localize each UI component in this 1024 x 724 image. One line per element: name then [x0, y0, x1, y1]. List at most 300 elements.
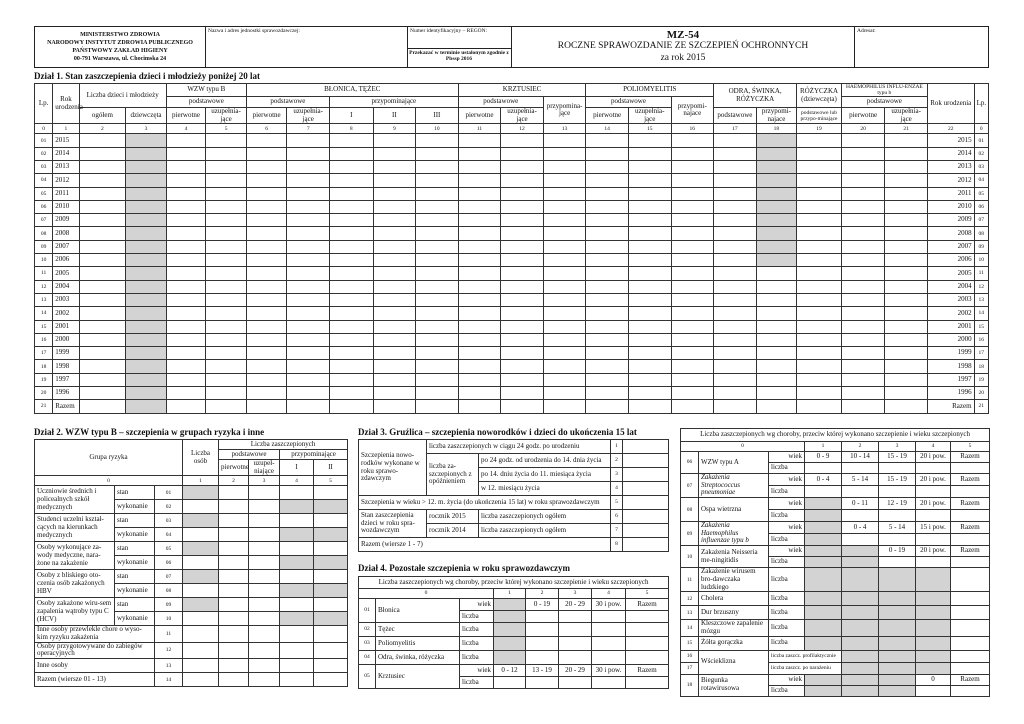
value-cell[interactable] — [287, 400, 330, 413]
value-cell[interactable] — [756, 293, 797, 306]
value-cell[interactable] — [416, 134, 459, 147]
value-cell[interactable] — [458, 160, 501, 173]
value-cell[interactable] — [842, 662, 879, 674]
value-cell[interactable] — [246, 147, 287, 160]
value-cell[interactable] — [458, 267, 501, 280]
value-cell[interactable] — [797, 347, 842, 360]
value-cell[interactable] — [501, 200, 544, 213]
value-cell[interactable] — [206, 200, 247, 213]
value-cell[interactable] — [951, 557, 990, 568]
value-cell[interactable] — [416, 174, 459, 187]
value-cell[interactable] — [183, 514, 219, 528]
value-cell[interactable] — [586, 333, 629, 346]
value-cell[interactable] — [206, 387, 247, 400]
value-cell[interactable] — [416, 373, 459, 386]
value-cell[interactable] — [586, 293, 629, 306]
value-cell[interactable] — [246, 174, 287, 187]
value-cell[interactable] — [885, 373, 928, 386]
value-cell[interactable] — [501, 307, 544, 320]
value-cell[interactable] — [756, 387, 797, 400]
value-cell[interactable] — [628, 174, 671, 187]
value-cell[interactable] — [526, 651, 559, 665]
value-cell[interactable] — [249, 500, 280, 514]
value-cell[interactable] — [543, 373, 586, 386]
value-cell[interactable] — [671, 134, 714, 147]
value-cell[interactable] — [543, 174, 586, 187]
value-cell[interactable] — [879, 592, 916, 606]
value-cell[interactable] — [501, 387, 544, 400]
value-cell[interactable] — [797, 227, 842, 240]
value-cell[interactable] — [879, 650, 916, 662]
value-cell[interactable] — [714, 147, 757, 160]
value-cell[interactable] — [805, 568, 842, 592]
value-cell[interactable] — [885, 360, 928, 373]
value-cell[interactable] — [501, 187, 544, 200]
value-cell[interactable] — [206, 373, 247, 386]
value-cell[interactable] — [314, 642, 348, 658]
value-cell[interactable] — [126, 293, 167, 306]
value-cell[interactable] — [841, 174, 885, 187]
value-cell[interactable] — [249, 542, 280, 556]
value-cell[interactable] — [756, 333, 797, 346]
value-cell[interactable] — [287, 333, 330, 346]
value-cell[interactable] — [628, 293, 671, 306]
value-cell[interactable] — [79, 400, 126, 413]
value-cell[interactable] — [501, 214, 544, 227]
value-cell[interactable] — [287, 214, 330, 227]
value-cell[interactable] — [671, 174, 714, 187]
value-cell[interactable] — [373, 214, 416, 227]
value-cell[interactable] — [543, 200, 586, 213]
value-cell[interactable] — [458, 387, 501, 400]
value-cell[interactable] — [501, 160, 544, 173]
value-cell[interactable] — [951, 534, 990, 546]
value-cell[interactable] — [166, 280, 206, 293]
value-cell[interactable] — [756, 134, 797, 147]
value-cell[interactable] — [714, 387, 757, 400]
value-cell[interactable] — [183, 528, 219, 542]
value-cell[interactable] — [79, 134, 126, 147]
value-cell[interactable] — [841, 254, 885, 267]
value-cell[interactable] — [797, 134, 842, 147]
value-cell[interactable] — [756, 200, 797, 213]
value-cell[interactable] — [280, 673, 314, 687]
value-cell[interactable] — [126, 187, 167, 200]
value-cell[interactable] — [249, 528, 280, 542]
value-cell[interactable] — [183, 500, 219, 514]
value-cell[interactable] — [249, 659, 280, 673]
value-cell[interactable] — [559, 623, 592, 637]
value-cell[interactable] — [797, 240, 842, 253]
value-cell[interactable] — [246, 267, 287, 280]
value-cell[interactable] — [586, 254, 629, 267]
value-cell[interactable] — [501, 240, 544, 253]
value-cell[interactable] — [628, 307, 671, 320]
value-cell[interactable] — [494, 677, 526, 689]
value-cell[interactable] — [219, 659, 249, 673]
value-cell[interactable] — [206, 400, 247, 413]
value-cell[interactable] — [416, 147, 459, 160]
value-cell[interactable] — [373, 174, 416, 187]
value-cell[interactable] — [458, 280, 501, 293]
value-cell[interactable] — [501, 267, 544, 280]
value-cell[interactable] — [671, 267, 714, 280]
value-cell[interactable] — [586, 227, 629, 240]
value-cell[interactable] — [249, 584, 280, 598]
value-cell[interactable] — [280, 514, 314, 528]
value-cell[interactable] — [219, 556, 249, 570]
value-cell[interactable] — [626, 611, 669, 623]
value-cell[interactable] — [246, 134, 287, 147]
value-cell[interactable] — [714, 373, 757, 386]
value-cell[interactable] — [373, 347, 416, 360]
value-cell[interactable] — [206, 293, 247, 306]
value-cell[interactable] — [623, 454, 669, 468]
value-cell[interactable] — [842, 557, 879, 568]
value-cell[interactable] — [329, 280, 373, 293]
value-cell[interactable] — [219, 500, 249, 514]
value-cell[interactable] — [314, 514, 348, 528]
value-cell[interactable] — [805, 606, 842, 620]
value-cell[interactable] — [543, 267, 586, 280]
value-cell[interactable] — [671, 227, 714, 240]
value-cell[interactable] — [841, 293, 885, 306]
value-cell[interactable] — [246, 293, 287, 306]
value-cell[interactable] — [166, 227, 206, 240]
value-cell[interactable] — [206, 254, 247, 267]
value-cell[interactable] — [416, 254, 459, 267]
value-cell[interactable] — [879, 685, 916, 696]
value-cell[interactable] — [219, 542, 249, 556]
value-cell[interactable] — [458, 373, 501, 386]
value-cell[interactable] — [586, 400, 629, 413]
value-cell[interactable] — [126, 347, 167, 360]
value-cell[interactable] — [879, 486, 916, 498]
value-cell[interactable] — [166, 293, 206, 306]
value-cell[interactable] — [416, 200, 459, 213]
value-cell[interactable] — [79, 200, 126, 213]
value-cell[interactable] — [246, 333, 287, 346]
value-cell[interactable] — [714, 293, 757, 306]
value-cell[interactable] — [805, 463, 842, 474]
value-cell[interactable] — [206, 333, 247, 346]
value-cell[interactable] — [628, 280, 671, 293]
value-cell[interactable] — [373, 147, 416, 160]
value-cell[interactable] — [79, 373, 126, 386]
value-cell[interactable] — [671, 147, 714, 160]
value-cell[interactable] — [797, 147, 842, 160]
value-cell[interactable] — [314, 556, 348, 570]
value-cell[interactable] — [126, 333, 167, 346]
value-cell[interactable] — [916, 662, 951, 674]
value-cell[interactable] — [280, 659, 314, 673]
value-cell[interactable] — [287, 254, 330, 267]
value-cell[interactable] — [841, 333, 885, 346]
value-cell[interactable] — [458, 320, 501, 333]
value-cell[interactable] — [543, 293, 586, 306]
value-cell[interactable] — [586, 267, 629, 280]
value-cell[interactable] — [329, 307, 373, 320]
value-cell[interactable] — [756, 400, 797, 413]
value-cell[interactable] — [329, 267, 373, 280]
value-cell[interactable] — [951, 636, 990, 650]
value-cell[interactable] — [280, 556, 314, 570]
value-cell[interactable] — [805, 636, 842, 650]
value-cell[interactable] — [841, 267, 885, 280]
value-cell[interactable] — [623, 482, 669, 496]
value-cell[interactable] — [206, 267, 247, 280]
value-cell[interactable] — [219, 642, 249, 658]
value-cell[interactable] — [314, 500, 348, 514]
value-cell[interactable] — [671, 387, 714, 400]
value-cell[interactable] — [287, 160, 330, 173]
value-cell[interactable] — [329, 360, 373, 373]
value-cell[interactable] — [219, 626, 249, 642]
value-cell[interactable] — [79, 240, 126, 253]
value-cell[interactable] — [671, 360, 714, 373]
value-cell[interactable] — [249, 612, 280, 626]
value-cell[interactable] — [805, 620, 842, 636]
value-cell[interactable] — [543, 320, 586, 333]
value-cell[interactable] — [951, 685, 990, 696]
value-cell[interactable] — [373, 240, 416, 253]
value-cell[interactable] — [329, 227, 373, 240]
value-cell[interactable] — [842, 510, 879, 522]
value-cell[interactable] — [183, 612, 219, 626]
value-cell[interactable] — [494, 637, 526, 651]
value-cell[interactable] — [586, 134, 629, 147]
value-cell[interactable] — [797, 387, 842, 400]
value-cell[interactable] — [628, 333, 671, 346]
value-cell[interactable] — [756, 267, 797, 280]
value-cell[interactable] — [623, 538, 669, 552]
value-cell[interactable] — [314, 598, 348, 612]
value-cell[interactable] — [916, 620, 951, 636]
value-cell[interactable] — [126, 214, 167, 227]
value-cell[interactable] — [183, 659, 219, 673]
value-cell[interactable] — [501, 400, 544, 413]
value-cell[interactable] — [126, 254, 167, 267]
value-cell[interactable] — [626, 651, 669, 665]
value-cell[interactable] — [458, 134, 501, 147]
value-cell[interactable] — [166, 200, 206, 213]
value-cell[interactable] — [458, 307, 501, 320]
value-cell[interactable] — [79, 293, 126, 306]
value-cell[interactable] — [416, 240, 459, 253]
value-cell[interactable] — [543, 134, 586, 147]
value-cell[interactable] — [797, 280, 842, 293]
value-cell[interactable] — [879, 510, 916, 522]
value-cell[interactable] — [714, 134, 757, 147]
value-cell[interactable] — [280, 612, 314, 626]
value-cell[interactable] — [373, 387, 416, 400]
value-cell[interactable] — [373, 373, 416, 386]
value-cell[interactable] — [79, 387, 126, 400]
value-cell[interactable] — [79, 333, 126, 346]
value-cell[interactable] — [501, 254, 544, 267]
value-cell[interactable] — [280, 486, 314, 500]
value-cell[interactable] — [714, 254, 757, 267]
value-cell[interactable] — [916, 606, 951, 620]
value-cell[interactable] — [586, 147, 629, 160]
value-cell[interactable] — [206, 347, 247, 360]
value-cell[interactable] — [916, 592, 951, 606]
value-cell[interactable] — [623, 468, 669, 482]
value-cell[interactable] — [287, 360, 330, 373]
value-cell[interactable] — [543, 347, 586, 360]
value-cell[interactable] — [287, 267, 330, 280]
value-cell[interactable] — [842, 592, 879, 606]
value-cell[interactable] — [126, 134, 167, 147]
value-cell[interactable] — [373, 307, 416, 320]
value-cell[interactable] — [879, 568, 916, 592]
value-cell[interactable] — [246, 387, 287, 400]
value-cell[interactable] — [280, 598, 314, 612]
value-cell[interactable] — [416, 214, 459, 227]
value-cell[interactable] — [951, 606, 990, 620]
value-cell[interactable] — [797, 360, 842, 373]
value-cell[interactable] — [797, 293, 842, 306]
value-cell[interactable] — [183, 486, 219, 500]
value-cell[interactable] — [126, 267, 167, 280]
value-cell[interactable] — [626, 677, 669, 689]
value-cell[interactable] — [458, 254, 501, 267]
value-cell[interactable] — [879, 557, 916, 568]
value-cell[interactable] — [805, 557, 842, 568]
value-cell[interactable] — [885, 267, 928, 280]
value-cell[interactable] — [287, 147, 330, 160]
value-cell[interactable] — [879, 620, 916, 636]
value-cell[interactable] — [280, 542, 314, 556]
value-cell[interactable] — [797, 267, 842, 280]
value-cell[interactable] — [287, 134, 330, 147]
value-cell[interactable] — [246, 400, 287, 413]
value-cell[interactable] — [671, 187, 714, 200]
value-cell[interactable] — [79, 360, 126, 373]
value-cell[interactable] — [416, 360, 459, 373]
value-cell[interactable] — [280, 528, 314, 542]
value-cell[interactable] — [916, 510, 951, 522]
value-cell[interactable] — [586, 200, 629, 213]
value-cell[interactable] — [842, 620, 879, 636]
value-cell[interactable] — [628, 360, 671, 373]
value-cell[interactable] — [166, 174, 206, 187]
value-cell[interactable] — [314, 570, 348, 584]
value-cell[interactable] — [841, 240, 885, 253]
value-cell[interactable] — [626, 637, 669, 651]
value-cell[interactable] — [246, 240, 287, 253]
value-cell[interactable] — [626, 623, 669, 637]
value-cell[interactable] — [543, 240, 586, 253]
value-cell[interactable] — [841, 320, 885, 333]
value-cell[interactable] — [416, 320, 459, 333]
value-cell[interactable] — [280, 642, 314, 658]
value-cell[interactable] — [166, 160, 206, 173]
value-cell[interactable] — [714, 200, 757, 213]
value-cell[interactable] — [206, 160, 247, 173]
value-cell[interactable] — [885, 160, 928, 173]
value-cell[interactable] — [628, 147, 671, 160]
value-cell[interactable] — [501, 373, 544, 386]
value-cell[interactable] — [373, 320, 416, 333]
value-cell[interactable] — [126, 147, 167, 160]
value-cell[interactable] — [671, 214, 714, 227]
value-cell[interactable] — [287, 387, 330, 400]
value-cell[interactable] — [166, 333, 206, 346]
value-cell[interactable] — [885, 293, 928, 306]
value-cell[interactable] — [797, 333, 842, 346]
value-cell[interactable] — [126, 240, 167, 253]
value-cell[interactable] — [79, 347, 126, 360]
value-cell[interactable] — [329, 187, 373, 200]
value-cell[interactable] — [246, 187, 287, 200]
value-cell[interactable] — [714, 307, 757, 320]
value-cell[interactable] — [842, 685, 879, 696]
value-cell[interactable] — [543, 147, 586, 160]
value-cell[interactable] — [797, 200, 842, 213]
value-cell[interactable] — [501, 347, 544, 360]
value-cell[interactable] — [183, 598, 219, 612]
value-cell[interactable] — [206, 134, 247, 147]
value-cell[interactable] — [841, 307, 885, 320]
value-cell[interactable] — [586, 360, 629, 373]
value-cell[interactable] — [951, 568, 990, 592]
value-cell[interactable] — [628, 134, 671, 147]
value-cell[interactable] — [314, 486, 348, 500]
value-cell[interactable] — [280, 570, 314, 584]
value-cell[interactable] — [842, 606, 879, 620]
value-cell[interactable] — [219, 584, 249, 598]
value-cell[interactable] — [951, 510, 990, 522]
value-cell[interactable] — [246, 360, 287, 373]
value-cell[interactable] — [951, 650, 990, 662]
value-cell[interactable] — [79, 280, 126, 293]
value-cell[interactable] — [916, 650, 951, 662]
value-cell[interactable] — [458, 227, 501, 240]
value-cell[interactable] — [373, 360, 416, 373]
value-cell[interactable] — [951, 486, 990, 498]
value-cell[interactable] — [246, 373, 287, 386]
value-cell[interactable] — [951, 620, 990, 636]
value-cell[interactable] — [280, 500, 314, 514]
value-cell[interactable] — [916, 568, 951, 592]
value-cell[interactable] — [586, 387, 629, 400]
value-cell[interactable] — [559, 637, 592, 651]
value-cell[interactable] — [756, 147, 797, 160]
value-cell[interactable] — [501, 147, 544, 160]
value-cell[interactable] — [79, 147, 126, 160]
value-cell[interactable] — [458, 147, 501, 160]
value-cell[interactable] — [951, 592, 990, 606]
value-cell[interactable] — [373, 267, 416, 280]
value-cell[interactable] — [623, 496, 669, 510]
value-cell[interactable] — [714, 320, 757, 333]
value-cell[interactable] — [287, 280, 330, 293]
value-cell[interactable] — [79, 267, 126, 280]
value-cell[interactable] — [494, 651, 526, 665]
value-cell[interactable] — [543, 160, 586, 173]
value-cell[interactable] — [756, 187, 797, 200]
value-cell[interactable] — [879, 534, 916, 546]
value-cell[interactable] — [559, 651, 592, 665]
value-cell[interactable] — [501, 293, 544, 306]
value-cell[interactable] — [246, 200, 287, 213]
value-cell[interactable] — [166, 307, 206, 320]
value-cell[interactable] — [329, 134, 373, 147]
value-cell[interactable] — [314, 612, 348, 626]
value-cell[interactable] — [885, 200, 928, 213]
value-cell[interactable] — [714, 160, 757, 173]
